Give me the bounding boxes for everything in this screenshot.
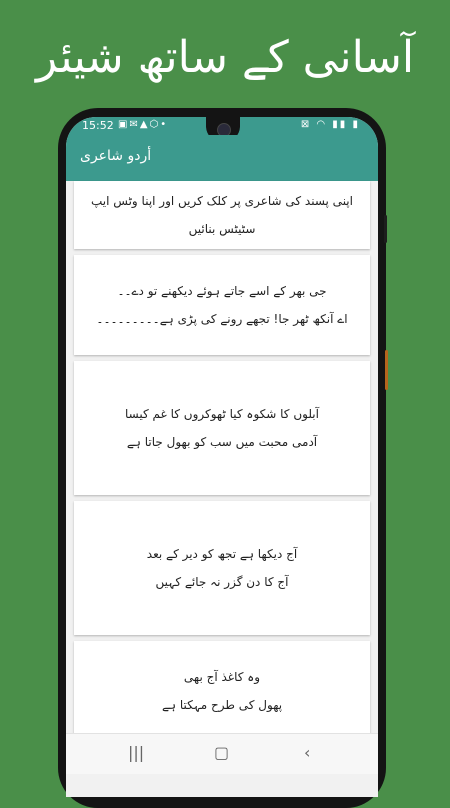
recents-icon[interactable]: ||| [128,743,145,762]
power-button [385,350,388,390]
app-bar [66,135,378,181]
poem-line: آبلوں کا شکوہ کیا ٹھوکروں کا غم کیسا [125,407,319,421]
poem-line: وہ کاغذ آج بھی [183,670,261,684]
volume-button [384,215,387,243]
poem-line: آج دیکھا ہے تجھ کو دیر کے بعد [146,547,298,561]
poem-card[interactable] [74,181,370,249]
poem-line: اے آنکھ ٹھر جا! تجھے رونے کی پڑی ہے۔۔۔۔۔۔۔۔۔ [96,312,348,326]
navigation-bar [66,733,378,774]
app-title: أردو شاعری [80,148,152,164]
poem-card[interactable] [74,641,370,741]
status-time: 15:52 [82,119,114,132]
poem-line: پھول کی طرح مہکتا ہے [161,698,283,712]
notification-icons: ▣✉▲⬡• [118,119,169,130]
poem-card[interactable] [74,501,370,635]
poem-card[interactable] [74,361,370,495]
phone-screen [66,117,378,797]
system-icons: ⊠ ◠ ▮▮ ▮ [300,119,360,130]
poem-list[interactable] [66,181,378,733]
home-icon[interactable]: ▢ [214,743,230,762]
poem-line: جی بھر کے اسے جاتے ہوئے دیکھنے تو دے۔۔ [117,284,327,298]
back-icon[interactable]: ‹ [304,743,311,762]
poem-line: آج کا دن گزر نہ جائے کہیں [155,575,289,589]
poem-line: اپنی پسند کی شاعری پر کلک کریں اور اپنا وٹس ایپ سٹیٹس بنائیں [91,194,353,236]
poem-line: آدمی محبت میں سب کو بھول جاتا ہے [126,435,318,449]
poem-card[interactable] [74,255,370,355]
banner-title: آسانی کے ساتھ شیئر [35,32,415,83]
